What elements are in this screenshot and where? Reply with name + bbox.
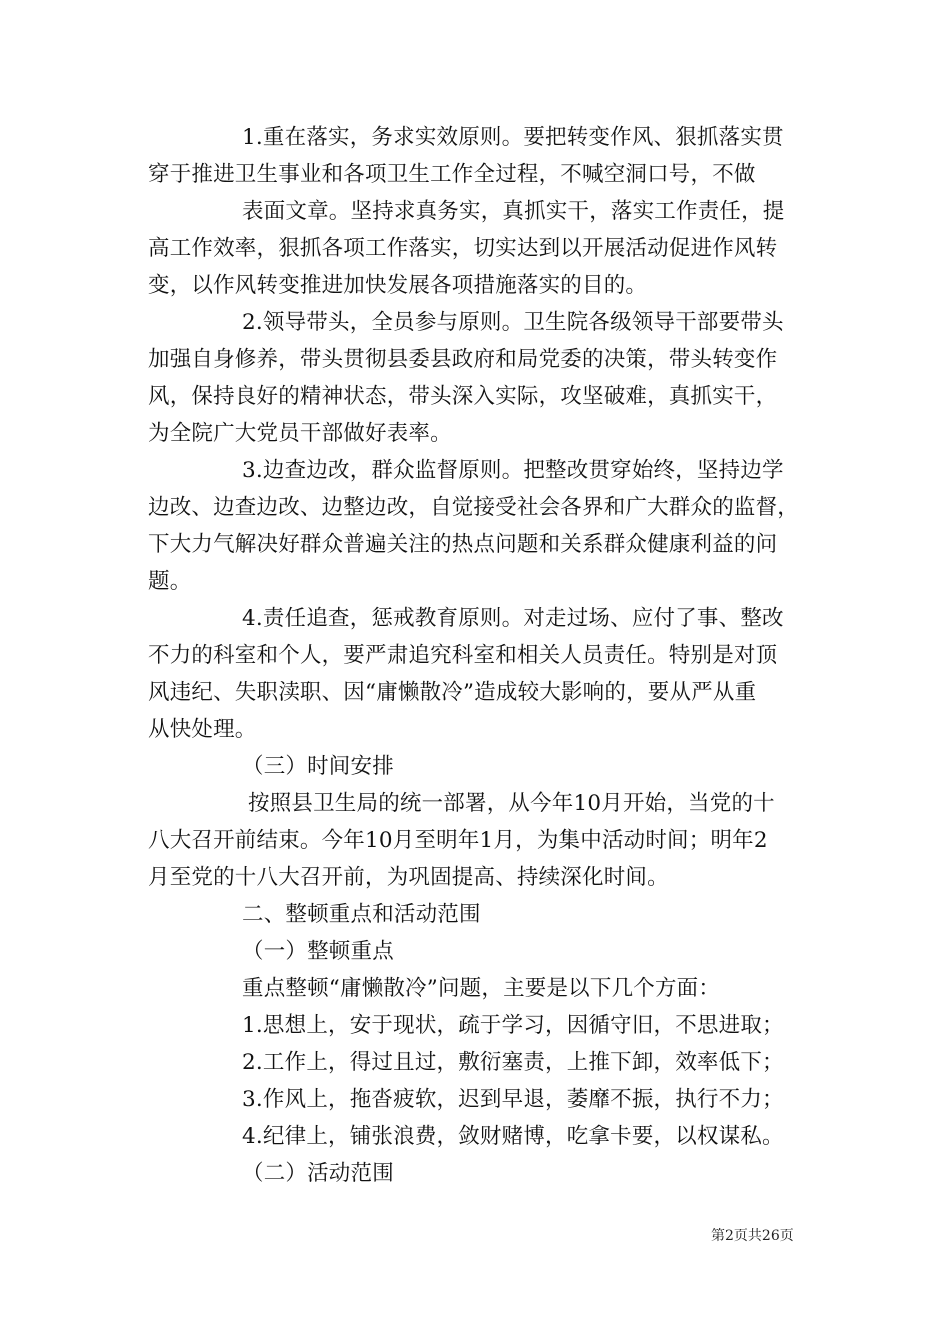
- paragraph-line-15: 不力的科室和个人，要严肃追究科室和相关人员责任。特别是对顶: [148, 643, 778, 668]
- paragraph-line-1: 1.重在落实，务求实效原则。要把转变作风、狠抓落实贯: [242, 125, 784, 150]
- paragraph-line-10: 3.边查边改，群众监督原则。把整改贯穿始终，坚持边学: [242, 458, 784, 483]
- section-heading-focus-scope: 二、整顿重点和活动范围: [242, 902, 481, 927]
- paragraph-line-9: 为全院广大党员干部做好表率。: [148, 421, 452, 446]
- paragraph-line-12: 下大力气解决好群众普遍关注的热点问题和关系群众健康利益的问: [148, 532, 778, 557]
- paragraph-line-2: 穿于推进卫生事业和各项卫生工作全过程，不喊空洞口号，不做: [148, 162, 756, 187]
- paragraph-line-17: 从快处理。: [148, 717, 257, 742]
- paragraph-line-3: 表面文章。坚持求真务实，真抓实干，落实工作责任，提: [242, 199, 785, 224]
- subheading-focus: （一）整顿重点: [242, 939, 394, 964]
- list-item-4: 4.纪律上，铺张浪费，敛财赌博，吃拿卡要，以权谋私。: [242, 1124, 784, 1149]
- paragraph-line-16: 风违纪、失职渎职、因“庸懒散冷”造成较大影响的，要从严从重: [148, 680, 757, 705]
- section-heading-time: （三）时间安排: [242, 754, 394, 779]
- paragraph-line-11: 边改、边查边改、边整边改，自觉接受社会各界和广大群众的监督，: [148, 495, 800, 520]
- paragraph-line-6: 2.领导带头，全员参与原则。卫生院各级领导干部要带头: [242, 310, 784, 335]
- paragraph-line-19: 按照县卫生局的统一部署，从今年10月开始，当党的十: [248, 791, 775, 816]
- paragraph-line-7: 加强自身修养，带头贯彻县委县政府和局党委的决策，带头转变作: [148, 347, 778, 372]
- paragraph-line-8: 风，保持良好的精神状态，带头深入实际，攻坚破难，真抓实干，: [148, 384, 778, 409]
- paragraph-line-14: 4.责任追查，惩戒教育原则。对走过场、应付了事、整改: [242, 606, 784, 631]
- paragraph-line-5: 变，以作风转变推进加快发展各项措施落实的目的。: [148, 273, 648, 298]
- subheading-scope: （二）活动范围: [242, 1161, 394, 1186]
- page-number-footer: 第2页共26页: [711, 1228, 794, 1244]
- list-item-3: 3.作风上，拖沓疲软，迟到早退，萎靡不振，执行不力；: [242, 1087, 784, 1112]
- paragraph-line-4: 高工作效率，狠抓各项工作落实，切实达到以开展活动促进作风转: [148, 236, 778, 261]
- list-item-2: 2.工作上，得过且过，敷衍塞责，上推下卸，效率低下；: [242, 1050, 784, 1075]
- paragraph-line-20: 八大召开前结束。今年10月至明年1月，为集中活动时间；明年2: [148, 828, 768, 853]
- paragraph-line-21: 月至党的十八大召开前，为巩固提高、持续深化时间。: [148, 865, 669, 890]
- paragraph-line-24: 重点整顿“庸懒散冷”问题，主要是以下几个方面：: [242, 976, 721, 1001]
- paragraph-line-13: 题。: [148, 569, 192, 594]
- list-item-1: 1.思想上，安于现状，疏于学习，因循守旧，不思进取；: [242, 1013, 784, 1038]
